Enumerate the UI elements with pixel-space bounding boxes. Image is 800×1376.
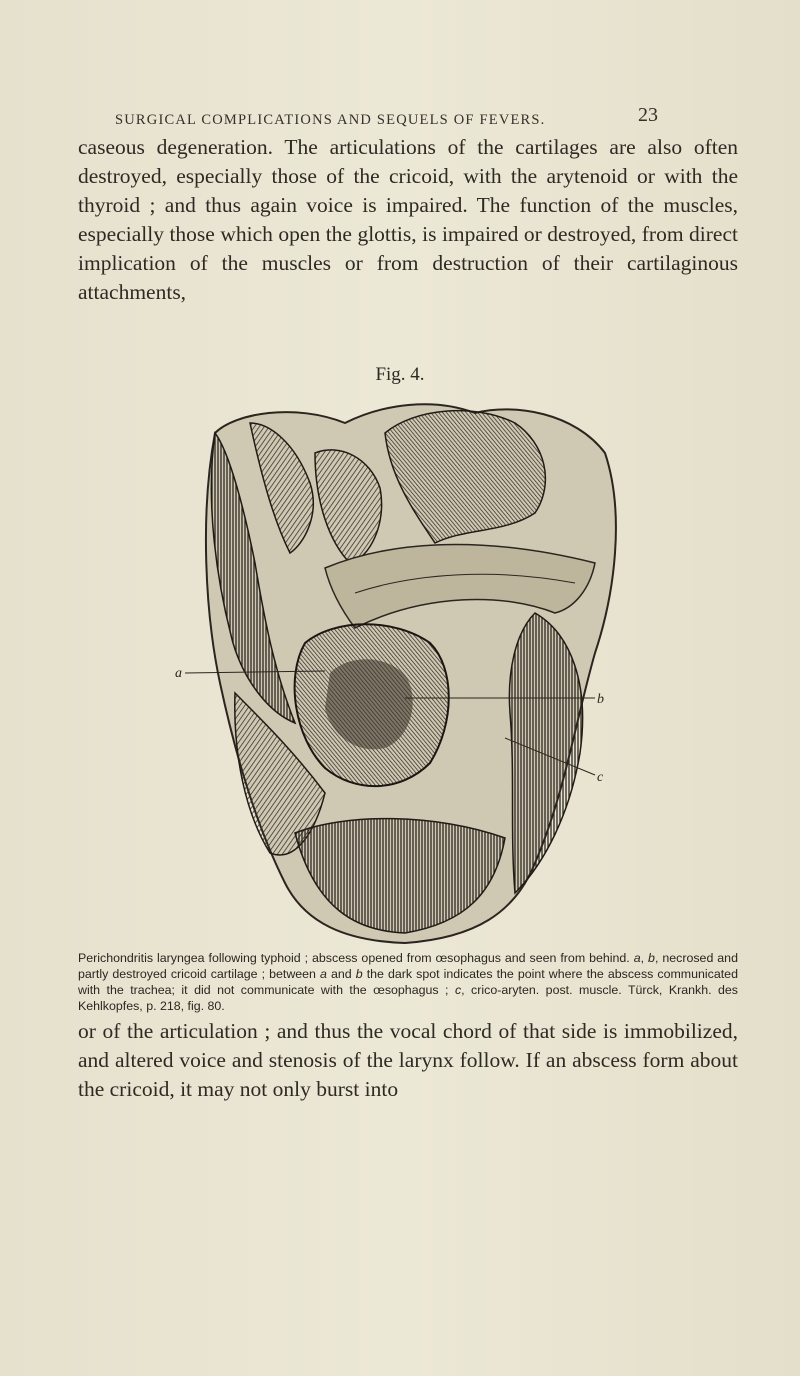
paragraph-bottom: or of the articulation ; and thus the vocal chord of that side is immobilized, and altered voice and stenosis of the larynx follow. If an abscess form about the cricoid, it may not only burst into: [78, 1019, 738, 1101]
caption-label-a2: a: [320, 967, 327, 981]
figure-caption: [78, 950, 738, 1014]
anatomical-illustration: [175, 393, 635, 948]
running-header: SURGICAL COMPLICATIONS AND SEQUELS OF FEVERS.: [115, 112, 546, 128]
caption-separator: ,: [640, 951, 645, 965]
caption-part-1: Perichondritis laryngea following typhoid ; abscess opened from œsophagus and seen from behind.: [78, 951, 630, 965]
figure-label: Fig. 4.: [375, 364, 425, 385]
figure-label-c: c: [597, 770, 604, 785]
paragraph-top: caseous degeneration. The articulations of the cartilages are also often destroyed, especially those of the cricoid, with the arytenoid or with the thyroid ; and thus again voice is impaired. The function of the muscles, especially those which open the glottis, is impaired or destroyed, from direct implication of the muscles or from destruction of their cartilaginous attachments,: [78, 135, 738, 304]
caption-part-4: the dark spot indicates the point where the abscess communicated with the trachea; it did not communicate with the œsophagus ;: [78, 967, 738, 997]
figure-label-a: a: [175, 666, 182, 681]
page-number: 23: [638, 104, 658, 126]
caption-part-3: and: [330, 967, 352, 981]
caption-part-2: , necrosed and partly destroyed cricoid cartilage ; between: [78, 951, 738, 981]
caption-label-b: b: [648, 951, 655, 965]
figure-label-b: b: [597, 692, 604, 707]
caption-label-c: c: [454, 983, 462, 997]
caption-part-5: , crico-aryten. post. muscle. Türck, Krankh. des Kehlkopfes, p. 218, fig. 80.: [78, 983, 738, 1013]
caption-label-a: a: [633, 951, 641, 965]
right-muscle: [509, 613, 582, 893]
caption-label-b2: b: [355, 967, 363, 981]
